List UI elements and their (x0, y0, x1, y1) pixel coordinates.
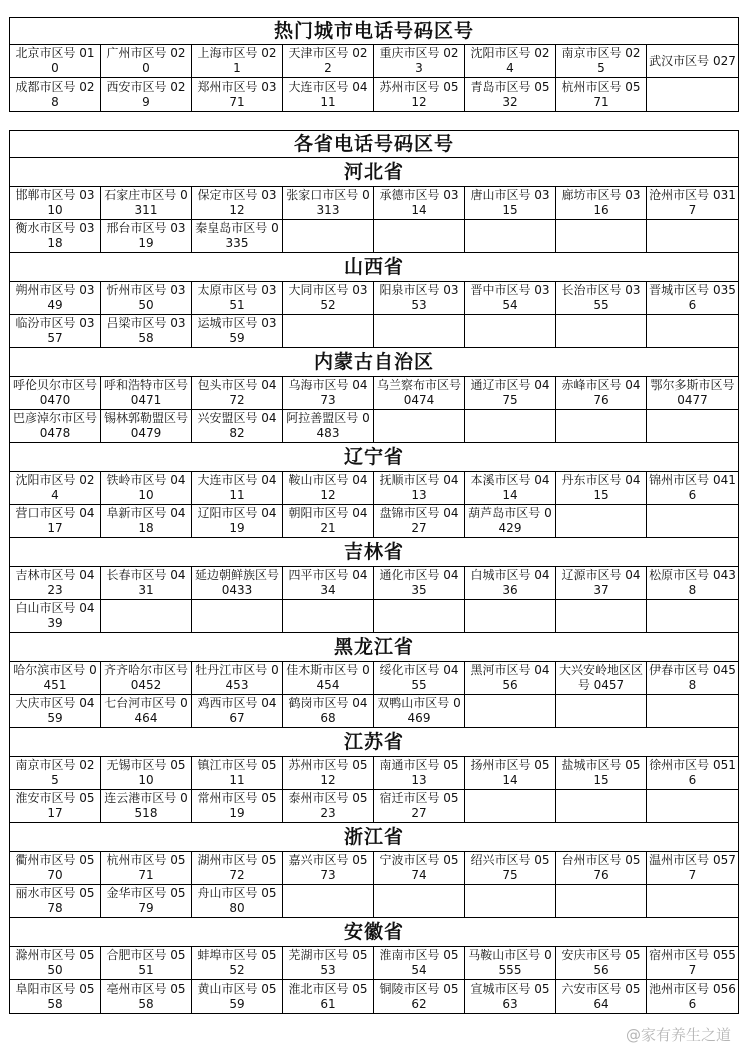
province-title: 吉林省 (10, 538, 738, 567)
empty-cell (283, 600, 374, 633)
area-code-cell: 锡林郭勒盟区号 0479 (101, 410, 192, 443)
area-code-cell: 舟山市区号 0580 (192, 885, 283, 918)
area-code-cell: 呼伦贝尔市区号 0470 (10, 377, 101, 410)
area-code-cell: 池州市区号 0566 (649, 981, 736, 1011)
empty-cell (556, 315, 647, 348)
empty-cell (374, 600, 465, 633)
province-grid (10, 187, 738, 253)
area-code-cell: 临汾市区号 0357 (10, 315, 101, 348)
area-code-cell: 鹤岗市区号 0468 (283, 695, 374, 728)
empty-cell (647, 885, 738, 918)
area-code-cell: 丹东市区号 0415 (556, 472, 647, 505)
empty-cell (465, 790, 556, 823)
area-code-cell: 乌兰察布市区号 0474 (374, 377, 465, 410)
area-code-cell: 上海市区号 021 (192, 45, 283, 78)
area-code-cell: 通辽市区号 0475 (465, 377, 556, 410)
area-code-cell: 伊春市区号 0458 (647, 662, 738, 695)
province-grid (10, 852, 738, 918)
area-code-cell: 阜阳市区号 0558 (10, 980, 101, 1013)
area-code-cell: 安庆市区号 0556 (556, 947, 647, 980)
area-code-cell: 吉林市区号 0423 (10, 567, 101, 600)
empty-cell (465, 885, 556, 918)
area-code-cell: 廊坊市区号 0316 (556, 187, 647, 220)
area-code-cell: 太原市区号 0351 (192, 282, 283, 315)
area-code-cell: 晋中市区号 0354 (465, 282, 556, 315)
area-code-cell: 嘉兴市区号 0573 (283, 852, 374, 885)
area-code-cell: 衡水市区号 0318 (10, 220, 101, 253)
area-code-cell: 双鸭山市区号 0469 (374, 695, 465, 728)
provinces-panel (9, 130, 739, 1014)
area-code-cell: 连云港市区号 0518 (101, 790, 192, 823)
area-code-cell: 北京市区号 010 (10, 45, 101, 78)
area-code-cell: 杭州市区号 0571 (101, 852, 192, 885)
area-code-cell: 苏州市区号 0512 (283, 757, 374, 790)
empty-cell (374, 410, 465, 443)
area-code-cell: 南京市区号 025 (556, 45, 647, 78)
area-code-cell: 淮南市区号 0554 (374, 947, 465, 980)
area-code-cell: 西安市区号 029 (101, 78, 192, 111)
area-code-cell: 大连市区号 0411 (192, 472, 283, 505)
province-title: 河北省 (10, 158, 738, 187)
area-code-cell: 铜陵市区号 0562 (374, 980, 465, 1013)
area-code-cell: 长春市区号 0431 (101, 567, 192, 600)
empty-cell (647, 790, 738, 823)
area-code-cell: 沈阳市区号 024 (465, 45, 556, 78)
empty-cell (465, 600, 556, 633)
area-code-cell: 晋城市区号 0356 (647, 282, 738, 315)
empty-cell (283, 885, 374, 918)
area-code-cell: 白山市区号 0439 (10, 600, 101, 633)
area-code-cell: 营口市区号 0417 (10, 505, 101, 538)
area-code-cell: 七台河市区号 0464 (101, 695, 192, 728)
area-code-cell: 广州市区号 020 (101, 45, 192, 78)
area-code-cell: 秦皇岛市区号 0335 (192, 220, 283, 253)
area-code-cell: 吕梁市区号 0358 (101, 315, 192, 348)
area-code-cell: 延边朝鲜族区号 0433 (192, 567, 283, 600)
empty-cell (192, 600, 283, 633)
area-code-cell: 白城市区号 0436 (465, 567, 556, 600)
empty-cell (556, 790, 647, 823)
empty-cell (374, 220, 465, 253)
area-code-cell: 大连市区号 0411 (283, 78, 374, 111)
area-code-cell: 辽阳市区号 0419 (192, 505, 283, 538)
empty-cell (374, 315, 465, 348)
area-code-cell: 马鞍山市区号 0555 (465, 947, 556, 980)
area-code-cell: 绥化市区号 0455 (374, 662, 465, 695)
area-code-cell: 锦州市区号 0416 (647, 472, 738, 505)
area-code-cell: 武汉市区号 027 (647, 45, 738, 78)
area-code-cell: 亳州市区号 0558 (101, 980, 192, 1013)
empty-cell (556, 410, 647, 443)
area-code-cell: 朔州市区号 0349 (10, 282, 101, 315)
area-code-cell: 湖州市区号 0572 (192, 852, 283, 885)
area-code-cell: 台州市区号 0576 (556, 852, 647, 885)
area-code-cell: 宿州市区号 0557 (647, 947, 738, 980)
area-code-cell: 鄂尔多斯市区号 0477 (647, 377, 738, 410)
area-code-cell: 宁波市区号 0574 (374, 852, 465, 885)
area-code-cell: 绍兴市区号 0575 (465, 852, 556, 885)
area-code-cell: 忻州市区号 0350 (101, 282, 192, 315)
area-code-cell: 温州市区号 0577 (647, 852, 738, 885)
hot-cities-grid (10, 45, 738, 111)
area-code-cell: 黄山市区号 0559 (192, 980, 283, 1013)
area-code-cell: 常州市区号 0519 (192, 790, 283, 823)
province-grid (10, 757, 738, 823)
hot-cities-title: 热门城市电话号码区号 (10, 18, 738, 45)
area-code-cell: 辽源市区号 0437 (556, 567, 647, 600)
watermark: @家有养生之道 (625, 1026, 731, 1044)
area-code-cell: 承德市区号 0314 (374, 187, 465, 220)
province-grid (10, 567, 738, 633)
province-title: 辽宁省 (10, 443, 738, 472)
area-code-cell: 大庆市区号 0459 (10, 695, 101, 728)
area-code-cell: 铁岭市区号 0410 (101, 472, 192, 505)
empty-cell (647, 315, 738, 348)
area-code-cell: 通化市区号 0435 (374, 567, 465, 600)
area-code-cell: 天津市区号 022 (283, 45, 374, 78)
area-code-cell: 丽水市区号 0578 (10, 885, 101, 918)
empty-cell (556, 220, 647, 253)
province-grid (10, 662, 738, 728)
province-title: 黑龙江省 (10, 633, 738, 662)
province-grid (10, 472, 738, 538)
empty-cell (101, 600, 192, 633)
area-code-cell: 郑州市区号 0371 (192, 78, 283, 111)
area-code-cell: 长治市区号 0355 (556, 282, 647, 315)
area-code-cell: 宿迁市区号 0527 (374, 790, 465, 823)
area-code-cell: 淮安市区号 0517 (10, 790, 101, 823)
area-code-cell: 淮北市区号 0561 (283, 980, 374, 1013)
area-code-cell: 抚顺市区号 0413 (374, 472, 465, 505)
area-code-cell: 赤峰市区号 0476 (556, 377, 647, 410)
empty-cell (465, 220, 556, 253)
area-code-cell: 沈阳市区号 024 (10, 472, 101, 505)
province-grid (10, 282, 738, 348)
area-code-cell: 邯郸市区号 0310 (10, 187, 101, 220)
empty-cell (647, 220, 738, 253)
empty-cell (465, 315, 556, 348)
empty-cell (465, 695, 556, 728)
area-code-cell: 宣城市区号 0563 (465, 980, 556, 1013)
area-code-cell: 黑河市区号 0456 (465, 662, 556, 695)
area-code-cell: 乌海市区号 0473 (283, 377, 374, 410)
area-code-cell: 葫芦岛市区号 0429 (465, 505, 556, 538)
province-title: 安徽省 (10, 918, 738, 947)
area-code-cell: 合肥市区号 0551 (101, 947, 192, 980)
area-code-cell: 保定市区号 0312 (192, 187, 283, 220)
area-code-cell: 阳泉市区号 0353 (374, 282, 465, 315)
empty-cell (283, 220, 374, 253)
area-code-cell: 徐州市区号 0516 (647, 757, 738, 790)
area-code-cell: 鞍山市区号 0412 (283, 472, 374, 505)
area-code-cell: 泰州市区号 0523 (283, 790, 374, 823)
area-code-cell: 苏州市区号 0512 (374, 78, 465, 111)
area-code-cell: 蚌埠市区号 0552 (192, 947, 283, 980)
area-code-cell: 盘锦市区号 0427 (374, 505, 465, 538)
area-code-cell: 朝阳市区号 0421 (283, 505, 374, 538)
area-code-cell: 南京市区号 025 (10, 757, 101, 790)
area-code-cell: 兴安盟区号 0482 (192, 410, 283, 443)
area-code-cell: 南通市区号 0513 (374, 757, 465, 790)
empty-cell (556, 695, 647, 728)
area-code-cell: 巴彦淖尔市区号 0478 (10, 410, 101, 443)
empty-cell (647, 695, 738, 728)
area-code-cell: 本溪市区号 0414 (465, 472, 556, 505)
area-code-cell: 呼和浩特市区号 0471 (101, 377, 192, 410)
provinces-container (10, 158, 738, 1013)
area-code-cell: 重庆市区号 023 (374, 45, 465, 78)
area-code-cell: 石家庄市区号 0311 (101, 187, 192, 220)
area-code-cell: 大兴安岭地区区号 0457 (556, 662, 647, 695)
area-code-cell: 齐齐哈尔市区号 0452 (101, 662, 192, 695)
area-code-cell: 青岛市区号 0532 (465, 78, 556, 111)
area-code-cell: 松原市区号 0438 (647, 567, 738, 600)
area-code-cell: 邢台市区号 0319 (101, 220, 192, 253)
area-code-cell: 沧州市区号 0317 (647, 187, 738, 220)
area-code-cell: 大同市区号 0352 (283, 282, 374, 315)
area-code-cell: 张家口市区号 0313 (283, 187, 374, 220)
province-grid (10, 947, 738, 1013)
province-grid (10, 377, 738, 443)
empty-cell (647, 410, 738, 443)
area-code-cell: 扬州市区号 0514 (465, 757, 556, 790)
empty-cell (556, 600, 647, 633)
area-code-cell: 六安市区号 0564 (556, 980, 647, 1013)
province-title: 江苏省 (10, 728, 738, 757)
area-code-cell: 盐城市区号 0515 (556, 757, 647, 790)
empty-cell (283, 315, 374, 348)
provinces-title: 各省电话号码区号 (10, 131, 738, 158)
area-code-cell: 成都市区号 028 (10, 78, 101, 111)
area-code-cell: 阿拉善盟区号 0483 (283, 410, 374, 443)
hot-cities-panel (9, 17, 739, 112)
empty-cell (556, 505, 647, 538)
area-code-cell: 佳木斯市区号 0454 (283, 662, 374, 695)
area-code-cell: 包头市区号 0472 (192, 377, 283, 410)
empty-cell (556, 885, 647, 918)
area-code-cell: 四平市区号 0434 (283, 567, 374, 600)
area-code-cell: 金华市区号 0579 (101, 885, 192, 918)
area-code-cell: 滁州市区号 0550 (10, 947, 101, 980)
area-code-cell: 牡丹江市区号 0453 (192, 662, 283, 695)
empty-cell (374, 885, 465, 918)
area-code-cell: 无锡市区号 0510 (101, 757, 192, 790)
empty-cell (647, 505, 738, 538)
area-code-cell: 镇江市区号 0511 (192, 757, 283, 790)
area-code-cell: 衢州市区号 0570 (10, 852, 101, 885)
area-code-cell: 唐山市区号 0315 (465, 187, 556, 220)
area-code-cell: 鸡西市区号 0467 (192, 695, 283, 728)
area-code-cell: 杭州市区号 0571 (556, 78, 647, 111)
area-code-cell: 芜湖市区号 0553 (283, 947, 374, 980)
province-title: 内蒙古自治区 (10, 348, 738, 377)
province-title: 山西省 (10, 253, 738, 282)
province-title: 浙江省 (10, 823, 738, 852)
empty-cell (465, 410, 556, 443)
area-code-cell: 哈尔滨市区号 0451 (10, 662, 101, 695)
area-code-cell: 阜新市区号 0418 (101, 505, 192, 538)
empty-cell (647, 600, 738, 633)
empty-cell (647, 78, 738, 111)
area-code-cell: 运城市区号 0359 (192, 315, 283, 348)
